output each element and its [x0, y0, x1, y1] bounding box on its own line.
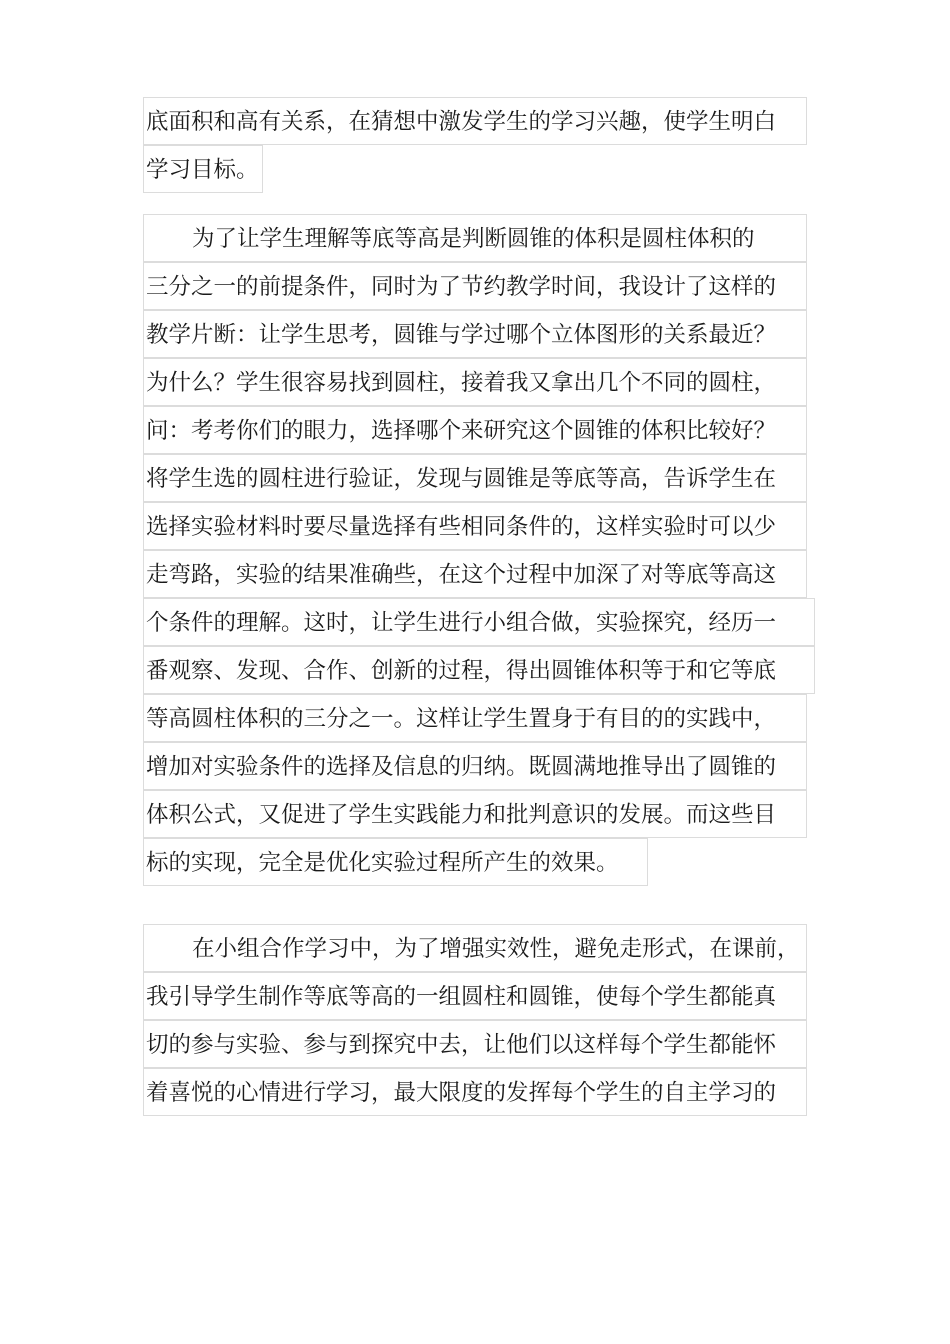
text-line: 个条件的理解。这时，让学生进行小组合做，实验探究，经历一	[143, 598, 815, 646]
text-line: 选择实验材料时要尽量选择有些相同条件的，这样实验时可以少	[143, 502, 807, 550]
text-line: 教学片断：让学生思考，圆锥与学过哪个立体图形的关系最近？	[143, 310, 807, 358]
text-line: 底面积和高有关系，在猜想中激发学生的学习兴趣，使学生明白	[143, 97, 807, 145]
paragraph-2	[143, 214, 843, 886]
text-line: 为了让学生理解等底等高是判断圆锥的体积是圆柱体积的	[143, 214, 807, 262]
text-line: 标的实现，完全是优化实验过程所产生的效果。	[143, 838, 648, 886]
text-line: 我引导学生制作等底等高的一组圆柱和圆锥，使每个学生都能真	[143, 972, 807, 1020]
paragraph-3	[143, 924, 843, 1116]
text-line: 等高圆柱体积的三分之一。这样让学生置身于有目的的实践中，	[143, 694, 807, 742]
text-line: 问：考考你们的眼力，选择哪个来研究这个圆锥的体积比较好？	[143, 406, 807, 454]
text-line: 体积公式，又促进了学生实践能力和批判意识的发展。而这些目	[143, 790, 807, 838]
paragraph-1	[143, 97, 843, 193]
text-line: 为什么？学生很容易找到圆柱，接着我又拿出几个不同的圆柱，	[143, 358, 807, 406]
text-line: 在小组合作学习中，为了增强实效性，避免走形式，在课前，	[143, 924, 807, 972]
text-line: 着喜悦的心情进行学习，最大限度的发挥每个学生的自主学习的	[143, 1068, 807, 1116]
text-line: 增加对实验条件的选择及信息的归纳。既圆满地推导出了圆锥的	[143, 742, 807, 790]
text-line: 番观察、发现、合作、创新的过程，得出圆锥体积等于和它等底	[143, 646, 815, 694]
text-line: 三分之一的前提条件，同时为了节约教学时间，我设计了这样的	[143, 262, 807, 310]
text-line: 学习目标。	[143, 145, 263, 193]
text-line: 走弯路，实验的结果准确些，在这个过程中加深了对等底等高这	[143, 550, 807, 598]
text-line: 将学生选的圆柱进行验证，发现与圆锥是等底等高，告诉学生在	[143, 454, 807, 502]
text-line: 切的参与实验、参与到探究中去，让他们以这样每个学生都能怀	[143, 1020, 807, 1068]
